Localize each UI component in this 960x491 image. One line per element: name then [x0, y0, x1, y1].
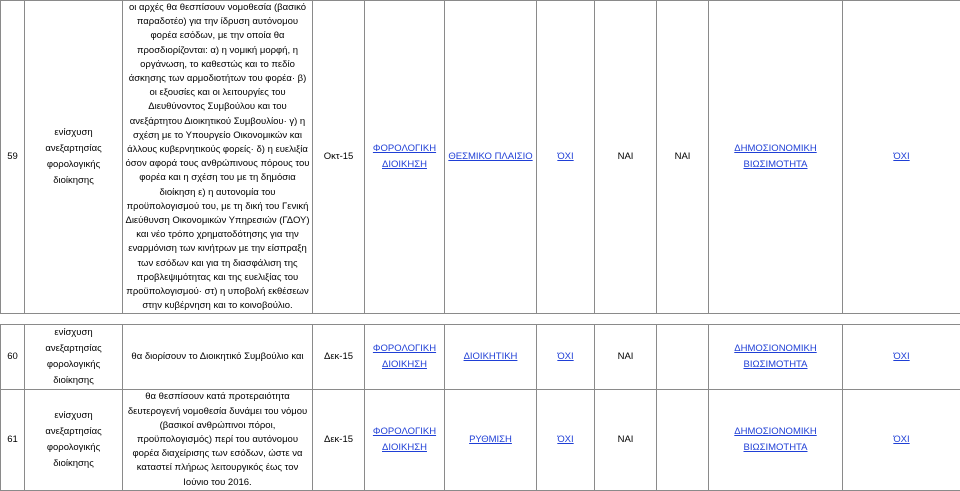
area-link[interactable]: ΦΟΡΟΛΟΓΙΚΗ ΔΙΟΙΚΗΣΗ	[365, 325, 445, 390]
description-cell: οι αρχές θα θεσπίσουν νομοθεσία (βασικό παραδοτέο) για την ίδρυση αυτόνομου φορέα εσόδων, με την οποία θα προσδιορίζονται: α) η νομική μορφή, η οργάνωση, το καθεστώς και το πεδίο άσκησης των αρμοδιοτήτων του φορέα· β) οι εξουσίες και οι λειτουργίες του Διευθύνοντος Συμβούλου και του ανεξάρτητου Διοικητικού Συμβουλίου· γ) η σχέση με το Υπουργείο Οικονομικών και άλλους κυβερνητικούς φορείς· δ) η ευελιξία όσον αφορά τους ανθρώπινους πόρους του φορέα και η σχέση του με τη δημόσια διοίκηση ε) η αυτονομία του προϋπολογισμού του, με τη δική του Γενική Διεύθυνση Οικονομικών Υπηρεσιών (ΓΔΟΥ) και νέο τρόπο χρηματοδότησης για την εναρμόνιση των κινήτρων με την είσπραξη των εσόδων και για τη διασφάλιση της προβλεψιμότητας και της ευελιξίας του προϋπολογισμού· στ) η υποβολή εκθέσεων στην κυβέρνηση και το κοινοβούλιο.	[123, 1, 313, 314]
flag-link-4[interactable]: ΌΧΙ	[843, 390, 960, 490]
description-cell: θα θεσπίσουν κατά προτεραιότητα δευτερογενή νομοθεσία δυνάμει του νόμου (βασικοί ανθρώπινοι πόροι, προϋπολογισμός) περί του αυτόνομου φορέα διαχείρισης των εσόδων, ώστε να καταστεί πλήρως λειτουργικός έως τον Ιούνιο του 2016.	[123, 390, 313, 490]
type-link[interactable]: ΘΕΣΜΙΚΟ ΠΛΑΙΣΙΟ	[445, 1, 537, 314]
flag-cell-3	[657, 390, 709, 490]
category-cell: ενίσχυση ανεξαρτησίας φορολογικής διοίκησης	[25, 325, 123, 390]
flag-link-4[interactable]: ΌΧΙ	[843, 325, 960, 390]
type-link[interactable]: ΔΙΟΙΚΗΤΙΚΗ	[445, 325, 537, 390]
category-cell: ενίσχυση ανεξαρτησίας φορολογικής διοίκησης	[25, 390, 123, 490]
flag-cell-2: ΝΑΙ	[595, 1, 657, 314]
flag-cell-3: ΝΑΙ	[657, 1, 709, 314]
date-cell: Οκτ-15	[313, 1, 365, 314]
row-number: 60	[1, 325, 25, 390]
type-link[interactable]: ΡΥΘΜΙΣΗ	[445, 390, 537, 490]
flag-link-1[interactable]: ΌΧΙ	[537, 390, 595, 490]
goal-link[interactable]: ΔΗΜΟΣΙΟΝΟΜΙΚΗ ΒΙΩΣΙΜΟΤΗΤΑ	[709, 390, 843, 490]
flag-cell-2: ΝΑΙ	[595, 390, 657, 490]
area-link[interactable]: ΦΟΡΟΛΟΓΙΚΗ ΔΙΟΙΚΗΣΗ	[365, 390, 445, 490]
table-row	[1, 390, 960, 490]
table-row	[1, 325, 960, 390]
goal-link[interactable]: ΔΗΜΟΣΙΟΝΟΜΙΚΗ ΒΙΩΣΙΜΟΤΗΤΑ	[709, 325, 843, 390]
row-number: 61	[1, 390, 25, 490]
flag-cell-3	[657, 325, 709, 390]
date-cell: Δεκ-15	[313, 390, 365, 490]
category-cell: ενίσχυση ανεξαρτησίας φορολογικής διοίκησης	[25, 1, 123, 314]
area-link[interactable]: ΦΟΡΟΛΟΓΙΚΗ ΔΙΟΙΚΗΣΗ	[365, 1, 445, 314]
flag-link-1[interactable]: ΌΧΙ	[537, 1, 595, 314]
goal-link[interactable]: ΔΗΜΟΣΙΟΝΟΜΙΚΗ ΒΙΩΣΙΜΟΤΗΤΑ	[709, 1, 843, 314]
flag-link-1[interactable]: ΌΧΙ	[537, 325, 595, 390]
table-row	[1, 1, 960, 314]
flag-link-4[interactable]: ΌΧΙ	[843, 1, 960, 314]
description-cell: θα διορίσουν το Διοικητικό Συμβούλιο και	[123, 325, 313, 390]
date-cell: Δεκ-15	[313, 325, 365, 390]
flag-cell-2: ΝΑΙ	[595, 325, 657, 390]
row-number: 59	[1, 1, 25, 314]
row-gap	[1, 314, 960, 325]
